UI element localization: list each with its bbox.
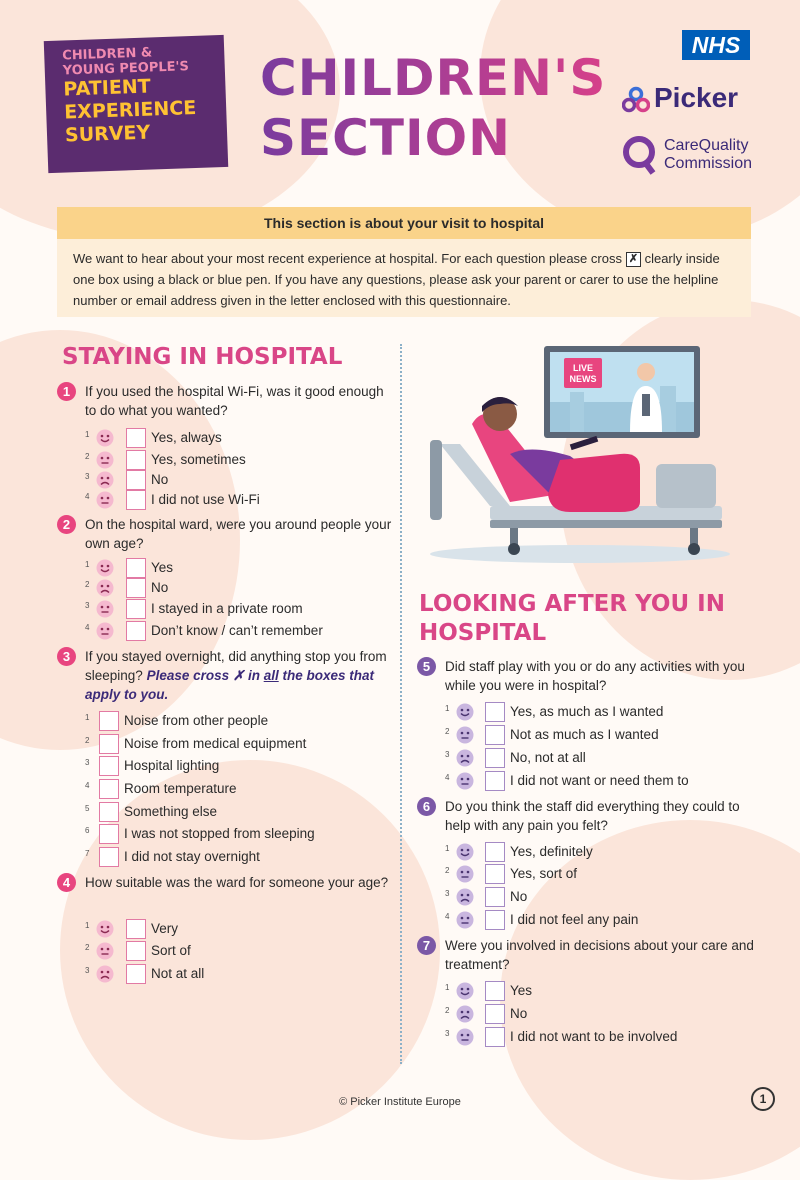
question-number: 5	[417, 657, 436, 676]
cqc-line: CareQuality	[664, 137, 749, 154]
sad-face-icon	[456, 888, 474, 906]
option-label: I did not want to be involved	[510, 1029, 678, 1044]
badge-line: SURVEY	[64, 121, 151, 147]
answer-checkbox[interactable]	[99, 734, 119, 754]
neutral-face-icon	[456, 911, 474, 929]
example-cross-box: ✗	[626, 252, 641, 267]
answer-checkbox[interactable]	[126, 558, 146, 578]
option-number: 3	[85, 601, 90, 610]
picker-logo	[622, 82, 738, 114]
answer-checkbox[interactable]	[485, 887, 505, 907]
answer-checkbox[interactable]	[126, 964, 146, 984]
badge-line: CHILDREN &	[62, 45, 153, 64]
option-number: 2	[85, 580, 90, 589]
cqc-q-icon	[622, 135, 658, 175]
answer-checkbox[interactable]	[485, 725, 505, 745]
cqc-logo	[622, 135, 753, 180]
answer-checkbox[interactable]	[99, 802, 119, 822]
section-title-looking	[419, 590, 725, 648]
answer-checkbox[interactable]	[126, 490, 146, 510]
option-label: Sort of	[151, 943, 191, 958]
option-number: 3	[85, 758, 90, 767]
neutral-face-icon	[456, 772, 474, 790]
question-number: 2	[57, 515, 76, 534]
happy-face-icon	[96, 920, 114, 938]
section-title-line: HOSPITAL	[419, 620, 547, 646]
question-text: Do you think the staff did everything they could to help with any pain you felt?	[445, 799, 740, 833]
answer-checkbox[interactable]	[485, 864, 505, 884]
neutral-face-icon	[96, 622, 114, 640]
option-number: 3	[445, 889, 450, 898]
instructions-box	[57, 207, 751, 317]
option-label: Yes, always	[151, 430, 222, 445]
option-label: Yes, sometimes	[151, 452, 246, 467]
option-number: 5	[85, 804, 90, 813]
option-label: Not at all	[151, 966, 205, 981]
option-label: I stayed in a private room	[151, 601, 303, 616]
neutral-face-icon	[456, 1028, 474, 1046]
option-number: 4	[85, 781, 90, 790]
page-title	[260, 48, 606, 168]
instructions-heading: This section is about your visit to hospital	[57, 207, 751, 239]
answer-checkbox[interactable]	[126, 599, 146, 619]
answer-checkbox[interactable]	[99, 711, 119, 731]
option-number: 3	[85, 966, 90, 975]
answer-checkbox[interactable]	[99, 824, 119, 844]
question-instruction: Please cross ✗ in all the boxes that apply to you.	[85, 668, 374, 702]
option-label: Yes, definitely	[510, 844, 593, 859]
answer-checkbox[interactable]	[126, 941, 146, 961]
option-label: Yes	[151, 560, 174, 575]
question-text: How suitable was the ward for someone your age?	[85, 875, 389, 890]
option-label: Noise from medical equipment	[124, 736, 307, 751]
option-number: 1	[445, 844, 450, 853]
option-number: 1	[85, 560, 90, 569]
question-number: 7	[417, 936, 436, 955]
title-line: CHILDREN'S	[260, 49, 607, 107]
option-label: No, not at all	[510, 750, 586, 765]
question-text: Did staff play with you or do any activities with you while you were in hospital?	[445, 659, 745, 693]
question-text: Were you involved in decisions about your care and treatment?	[445, 938, 754, 972]
answer-checkbox[interactable]	[485, 910, 505, 930]
sad-face-icon	[456, 749, 474, 767]
happy-face-icon	[456, 703, 474, 721]
option-number: 4	[445, 912, 450, 921]
answer-checkbox[interactable]	[485, 981, 505, 1001]
answer-checkbox[interactable]	[99, 847, 119, 867]
sad-face-icon	[96, 471, 114, 489]
page-number: 1	[751, 1087, 775, 1111]
answer-checkbox[interactable]	[99, 779, 119, 799]
answer-checkbox[interactable]	[99, 756, 119, 776]
option-number: 3	[85, 472, 90, 481]
option-label: No	[151, 580, 169, 595]
answer-checkbox[interactable]	[126, 428, 146, 448]
neutral-face-icon	[456, 726, 474, 744]
option-number: 4	[85, 623, 90, 632]
sad-face-icon	[456, 1005, 474, 1023]
option-label: I did not feel any pain	[510, 912, 639, 927]
option-label: I did not use Wi-Fi	[151, 492, 260, 507]
answer-checkbox[interactable]	[485, 702, 505, 722]
option-number: 1	[445, 704, 450, 713]
option-number: 1	[85, 921, 90, 930]
instructions-text-part: We want to hear about your most recent experience at hospital. For each question please cross	[73, 251, 622, 266]
option-label: Yes, as much as I wanted	[510, 704, 664, 719]
footer-copyright: © Picker Institute Europe	[339, 1096, 461, 1108]
question-number: 3	[57, 647, 76, 666]
option-label: Noise from other people	[124, 713, 269, 728]
option-number: 2	[445, 1006, 450, 1015]
nhs-logo: NHS	[682, 30, 750, 60]
badge-line: PATIENT	[63, 75, 152, 101]
question-text	[85, 647, 395, 704]
answer-checkbox[interactable]	[126, 621, 146, 641]
option-label: Yes	[510, 983, 533, 998]
tv-badge-text: LIVE	[572, 363, 594, 373]
option-number: 2	[85, 736, 90, 745]
tv-badge-text: NEWS	[569, 374, 597, 384]
option-label: I did not want or need them to	[510, 773, 689, 788]
option-number: 1	[445, 983, 450, 992]
neutral-face-icon	[456, 865, 474, 883]
question-text-part: If you stayed overnight, did anything stop you from sleeping?	[85, 649, 387, 683]
option-number: 2	[85, 452, 90, 461]
option-number: 4	[445, 773, 450, 782]
answer-checkbox[interactable]	[126, 450, 146, 470]
picker-logo-text: Picker	[654, 82, 739, 113]
option-number: 1	[85, 713, 90, 722]
question-number: 1	[57, 382, 76, 401]
neutral-face-icon	[96, 451, 114, 469]
option-label: Not as much as I wanted	[510, 727, 659, 742]
question-text: If you used the hospital Wi-Fi, was it good enough to do what you wanted?	[85, 384, 384, 418]
option-label: Something else	[124, 804, 218, 819]
option-number: 2	[85, 943, 90, 952]
option-number: 4	[85, 492, 90, 501]
option-number: 1	[85, 430, 90, 439]
sad-face-icon	[96, 579, 114, 597]
option-label: Room temperature	[124, 781, 237, 796]
happy-face-icon	[96, 429, 114, 447]
answer-checkbox[interactable]	[485, 1004, 505, 1024]
cqc-line: Commission	[664, 155, 753, 172]
picker-icon	[622, 86, 650, 114]
answer-checkbox[interactable]	[126, 578, 146, 598]
happy-face-icon	[456, 982, 474, 1000]
option-label: Very	[151, 921, 179, 936]
neutral-face-icon	[96, 942, 114, 960]
answer-checkbox[interactable]	[126, 919, 146, 939]
question-number: 4	[57, 873, 76, 892]
column-divider	[400, 344, 402, 1064]
option-number: 2	[445, 866, 450, 875]
option-number: 6	[85, 826, 90, 835]
option-label: No	[510, 1006, 528, 1021]
hospital-bed-illustration	[420, 344, 740, 569]
neutral-face-icon	[96, 491, 114, 509]
question-number: 6	[417, 797, 436, 816]
sad-face-icon	[96, 965, 114, 983]
answer-checkbox[interactable]	[485, 771, 505, 791]
instructions-text-part: clearly inside one box using a black or blue pen. If you have any questions, please ask your parent or carer to use the helpline number or email address given in the letter enclosed with this questionnaire.	[73, 251, 720, 308]
instructions-text	[57, 239, 751, 311]
option-label: No	[510, 889, 528, 904]
option-label: I was not stopped from sleeping	[124, 826, 315, 841]
badge-line: YOUNG PEOPLE'S	[62, 59, 190, 79]
option-number: 2	[445, 727, 450, 736]
answer-checkbox[interactable]	[126, 470, 146, 490]
option-label: No	[151, 472, 169, 487]
option-label: Hospital lighting	[124, 758, 220, 773]
happy-face-icon	[456, 843, 474, 861]
option-number: 3	[445, 1029, 450, 1038]
option-label: Yes, sort of	[510, 866, 578, 881]
answer-checkbox[interactable]	[485, 1027, 505, 1047]
section-title-line: LOOKING AFTER YOU IN	[419, 591, 725, 617]
option-number: 7	[85, 849, 90, 858]
answer-checkbox[interactable]	[485, 748, 505, 768]
neutral-face-icon	[96, 600, 114, 618]
question-text: On the hospital ward, were you around people your own age?	[85, 517, 392, 551]
section-title-staying: STAYING IN HOSPITAL	[62, 344, 343, 370]
badge-line: EXPERIENCE	[63, 96, 197, 124]
option-label: I did not stay overnight	[124, 849, 260, 864]
option-label: Don’t know / can’t remember	[151, 623, 323, 638]
title-line: SECTION	[260, 109, 511, 167]
option-number: 3	[445, 750, 450, 759]
happy-face-icon	[96, 559, 114, 577]
survey-badge	[44, 35, 228, 173]
answer-checkbox[interactable]	[485, 842, 505, 862]
